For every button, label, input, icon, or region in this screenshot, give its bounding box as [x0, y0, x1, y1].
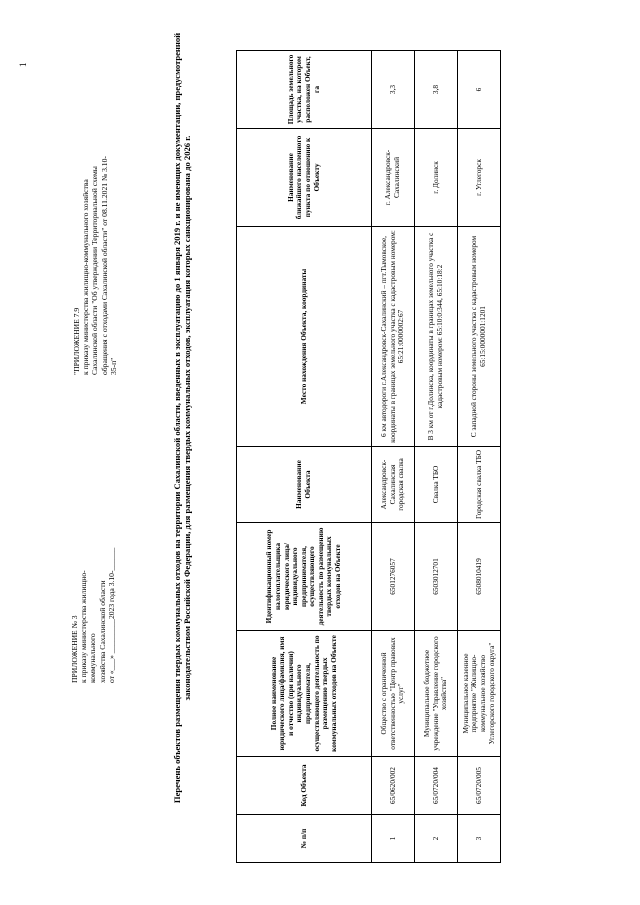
table-cell: 3,8	[415, 51, 458, 129]
appendix-right-line: к приказу министерства жилищно-коммунального хозяйства	[81, 179, 91, 375]
table-cell: 6	[458, 51, 501, 129]
table-cell: Городская свалка ТБО	[458, 447, 501, 523]
column-header: Код Объекта	[237, 757, 372, 815]
appendix-left-line: от «___» _________2023 года 3.10-______	[106, 547, 116, 683]
table-cell: Александровск-Сахалинская городская свалка	[372, 447, 415, 523]
table-cell: 6508010419	[458, 523, 501, 631]
appendix-right-line: 35-п"	[108, 357, 118, 375]
table-cell: г. Александровск-Сахалинский	[372, 129, 415, 227]
table-cell: Общество с ограниченной ответственностью "Центр правовых услуг"	[372, 631, 415, 757]
appendix-right-line: "ПРИЛОЖЕНИЕ 7.9	[72, 307, 81, 375]
appendix-right-line: обращения с отходами Сахалинской области" от 08.11.2021 № 3.10-	[99, 156, 109, 375]
table-cell: 1	[372, 815, 415, 863]
table-cell: 65/0720/005	[458, 757, 501, 815]
table-cell: Муниципальное бюджетное учреждение "Управление городского хозяйства"	[415, 631, 458, 757]
table-cell: г. Долинск	[415, 129, 458, 227]
appendix-left-line: хозяйства Сахалинской области	[97, 580, 107, 683]
table-cell: В 3 км от г.Долинска, координаты в границах земельного участка с кадастровым номером: 65:10:0:344, 65:10:18:2	[415, 227, 458, 447]
table-header-row	[237, 51, 372, 863]
appendix-right-line: Сахалинской области "Об утверждении Территориальной схемы	[90, 166, 100, 375]
table-row	[415, 51, 458, 863]
column-header: Идентификационный номер налогоплательщика юридического лица/ индивидуального предпринимателя, осуществляющего деятельность по размещению твердых коммунальных отходов на Объекте	[237, 523, 372, 631]
table-cell: С западной стороны земельного участка с кадастровым номером 65:15:0000001:1201	[458, 227, 501, 447]
table-cell: 6 км автодороги г.Александровск-Сахалинский – пгт.Тымовское, координаты в границах земельного участка с кадастровым номером: 65:21:0000002:67	[372, 227, 415, 447]
column-header: Площадь земельного участка, на котором расположен Объект, га	[237, 51, 372, 129]
appendix-left-line: к приказу министерства жилищно-	[79, 570, 89, 683]
objects-table	[236, 50, 501, 863]
appendix-right	[72, 75, 118, 375]
table-cell: 65/0720/004	[415, 757, 458, 815]
table-cell: 65/0620/002	[372, 757, 415, 815]
table-cell: Муниципальное казенное предприятие "Жилищно-коммунальное хозяйство Углегорского городского округа"	[458, 631, 501, 757]
table-cell: 3,3	[372, 51, 415, 129]
page-number: 1	[18, 62, 28, 67]
column-header: Наименование ближайшего населенного пункта по отношению к Объекту	[237, 129, 372, 227]
appendix-left	[70, 468, 116, 683]
table-cell: Свалка ТБО	[415, 447, 458, 523]
table-cell: 6501276057	[372, 523, 415, 631]
table-row	[458, 51, 501, 863]
table-row	[372, 51, 415, 863]
column-header: Наименование Объекта	[237, 447, 372, 523]
document-title: Перечень объектов размещения твердых коммунальных отходов на территории Сахалинской области, введенных в эксплуатацию до 1 января 2019 г. и не имеющих документации, предусмотренной законодательством Российской Федерации, для размещения твердых коммунальных отходов, эксплуатация которых санкционирована до 2026 г.	[172, 32, 193, 804]
table-cell: 3	[458, 815, 501, 863]
appendix-left-line: ПРИЛОЖЕНИЕ № 3	[70, 615, 79, 683]
column-header: Полное наименование юридического лица/фамилия, имя и отчество (при наличии) индивидуального предпринимателя, осуществляющего деятельность по размещению твердых коммунальных отходов на Объекте	[237, 631, 372, 757]
table-cell: г. Углегорск	[458, 129, 501, 227]
column-header: Место нахождения Объекта, координаты	[237, 227, 372, 447]
appendix-left-line: коммунального	[88, 633, 98, 683]
table-cell: 6503012701	[415, 523, 458, 631]
table-cell: 2	[415, 815, 458, 863]
column-header: № п/п	[237, 815, 372, 863]
